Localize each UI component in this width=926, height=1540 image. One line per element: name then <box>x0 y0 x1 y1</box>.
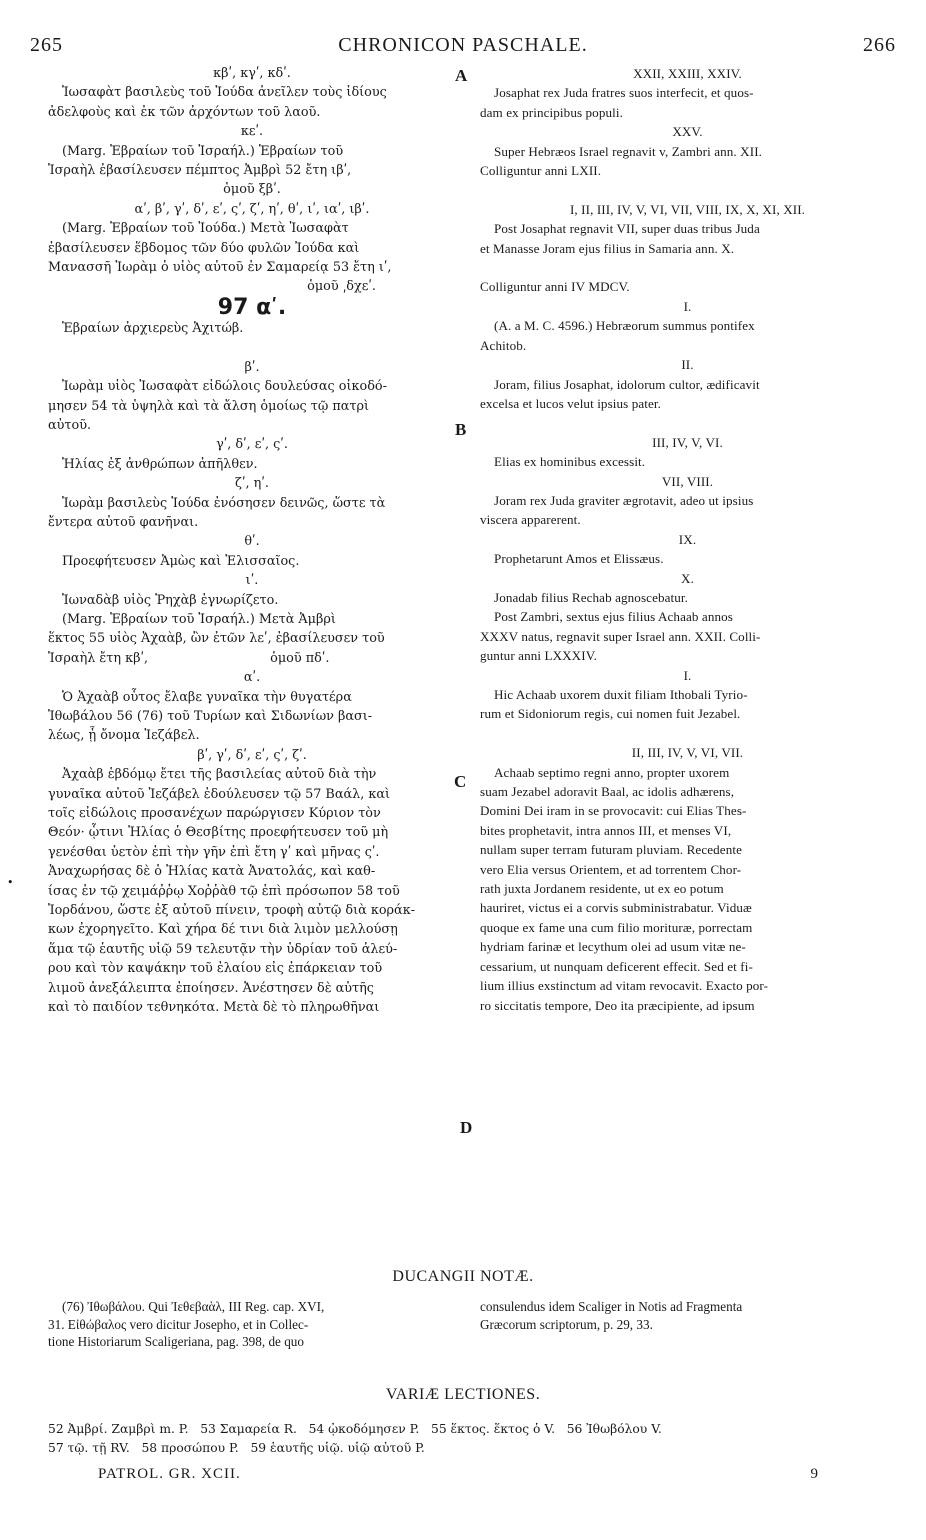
greek-line: Ἰσραὴλ ἐβασίλευσεν πέμπτος Ἀμβρὶ 52 ἔτη ιβʹ, <box>48 163 352 179</box>
greek-line: ρου καὶ τὸν καψάκην τοῦ ἐλαίου εἰς ἐπάρκειαν τοῦ <box>48 961 383 977</box>
greek-line: Ἑβραίων ἀρχιερεὺς Ἀχιτώβ. <box>62 320 244 336</box>
latin-line: Prophetarunt Amos et Elissæus. <box>494 551 664 567</box>
running-title: CHRONICON PASCHALE. <box>338 34 588 56</box>
latin-line: Hic Achaab uxorem duxit filiam Ithobali Tyrio- <box>494 687 748 702</box>
latin-line: Colliguntur anni IV MDCV. <box>480 279 630 295</box>
greek-line: (Marg. Ἑβραίων τοῦ Ἰσραήλ.) Ἑβραίων τοῦ <box>62 143 344 159</box>
latin-line: bites prophetavit, intra annos III, et menses VI, <box>480 822 732 838</box>
latin-line: VII, VIII. <box>661 473 714 489</box>
greek-line: αʹ, βʹ, γʹ, δʹ, εʹ, ςʹ, ζʹ, ηʹ, θʹ, ιʹ, ιαʹ, ιβʹ. <box>134 201 370 217</box>
margin-marker-d: D <box>460 1118 473 1137</box>
variae-lectiones <box>48 1420 898 1458</box>
note-line: Græcorum scriptorum, p. 29, 33. <box>480 1316 653 1332</box>
latin-line: I. <box>683 667 692 683</box>
greek-line: γενέσθαι ὑετὸν ἐπὶ τὴν γῆν ἐπὶ ἔτη γʹ καὶ μῆνας ςʹ. <box>48 844 380 860</box>
latin-line <box>480 724 895 743</box>
latin-line: XXXV natus, regnavit super Israel ann. XXII. Colli- <box>480 628 761 644</box>
greek-line: κβʹ, κγʹ, κδʹ. <box>213 66 291 81</box>
latin-line: Post Josaphat regnavit VII, super duas tribus Juda <box>494 221 760 237</box>
latin-line: II. <box>681 357 694 373</box>
note-line: (76) Ἰθωβάλου. Qui Ἰεθεβαὰλ, III Reg. cap. XVI, <box>62 1299 325 1314</box>
margin-marker-a: A <box>455 66 468 85</box>
greek-line: κων ἐχορηγεῖτο. Καὶ χήρα δέ τινι διὰ λιμὸν μελλούσῃ <box>48 922 398 938</box>
greek-line: μησεν 54 τὰ ὑψηλὰ καὶ τὰ ἄλση ὁμοίως τῷ πατρὶ <box>48 398 370 414</box>
page-number-right: 266 <box>863 34 896 56</box>
greek-line: ἀδελφοὺς καὶ ἐκ τῶν ἀρχόντων τοῦ λαοῦ. <box>48 104 321 120</box>
greek-line: λιμοῦ ἀνεξάλειπτα ἐποίησεν. Ἀνέστησεν δὲ αὐτῆς <box>48 980 374 996</box>
latin-line: X. <box>681 570 694 586</box>
greek-column <box>48 64 456 1018</box>
latin-line: et Manasse Joram ejus filius in Samaria ann. X. <box>480 240 735 256</box>
greek-line: θʹ. <box>244 534 260 550</box>
latin-line: viscera apparerent. <box>480 512 581 528</box>
footer-sheet-number: 9 <box>810 1466 818 1482</box>
greek-line: ὁμοῦ ξβʹ. <box>223 182 281 198</box>
latin-line: Josaphat rex Juda fratres suos interfecit, et quos- <box>494 85 754 101</box>
greek-line: ἔντερα αὐτοῦ φανῆναι. <box>48 514 199 530</box>
greek-line: ὁμοῦ ͵δχεʹ. <box>307 279 376 295</box>
greek-line: Ἰθωβάλου 56 (76) τοῦ Τυρίων καὶ Σιδωνίων βασι- <box>48 709 373 724</box>
ducange-notes-right <box>480 1298 895 1333</box>
latin-line: guntur anni LXXXIV. <box>480 648 597 664</box>
ducange-heading: DUCANGII NOTÆ. <box>392 1268 534 1285</box>
greek-line: αὐτοῦ. <box>48 417 92 433</box>
greek-line: (Marg. Ἑβραίων τοῦ Ἰσραήλ.) Μετὰ Ἀμβρὶ <box>62 611 336 627</box>
page-footer <box>98 1466 818 1490</box>
latin-line: lium illius exstinctum ad vitam revocavit. Exacto por- <box>480 978 769 994</box>
greek-line: γʹ, δʹ, εʹ, ςʹ. <box>216 437 288 453</box>
greek-line: (Marg. Ἑβραίων τοῦ Ἰούδα.) Μετὰ Ἰωσαφὰτ <box>62 221 349 237</box>
latin-line: suam Jezabel adoravit Baal, ac idolis adhærens, <box>480 784 735 800</box>
note-line: consulendus idem Scaliger in Notis ad Fragmenta <box>480 1299 743 1314</box>
latin-line <box>480 180 895 199</box>
latin-line: Super Hebræos Israel regnavit v, Zambri ann. XII. <box>494 143 763 159</box>
greek-line: 97 αʹ. <box>217 296 287 319</box>
latin-line: Colliguntur anni LXII. <box>480 163 602 179</box>
greek-line: γυναῖκα αὐτοῦ Ἰεζάβελ ἐδούλευσεν τῷ 57 Βαάλ, καὶ <box>48 786 391 802</box>
greek-line: βʹ. <box>244 359 260 375</box>
note-line: tione Historiarum Scaligeriana, pag. 398, de quo <box>48 1334 304 1350</box>
latin-line: XXV. <box>672 124 703 140</box>
running-head <box>30 34 896 60</box>
margin-bullet: • <box>7 876 14 889</box>
latin-line: III, IV, V, VI. <box>652 434 723 450</box>
latin-line: dam ex principibus populi. <box>480 104 623 120</box>
latin-line: quoque ex fame una cum filio morituræ, porrectam <box>480 919 753 935</box>
latin-line: (A. a M. C. 4596.) Hebræorum summus pontifex <box>494 318 755 334</box>
latin-line: ro siccitatis tempore, Deo ita præcipiente, ad ipsum <box>480 997 755 1013</box>
greek-line: λέως, ᾗ ὄνομα Ἰεζάβελ. <box>48 728 200 744</box>
latin-line: hauriret, victus ei a corvis subministrabatur. Viduæ <box>480 900 752 916</box>
latin-line: Joram, filius Josaphat, idolorum cultor, ædificavit <box>494 376 760 392</box>
footer-signature: PATROL. GR. XCII. <box>98 1466 241 1482</box>
margin-marker-c: C <box>454 772 467 791</box>
greek-line: Ἰορδάνου, ὥστε ἐξ αὐτοῦ πίνειν, τροφὴ αὐτῷ διὰ κοράκ- <box>48 903 416 919</box>
greek-line: Ἀναχωρήσας δὲ ὁ Ἠλίας κατὰ Ἀνατολάς, καὶ καθ- <box>48 864 376 880</box>
variant-line: 52 Ἀμβρί. Ζαμβρὶ m. P. 53 Σαμαρεία R. 54 ᾠκοδόμησεν P. 55 ἕκτος. ἕκτος ὁ V. 56 Ἰθωβόλου V. <box>48 1422 662 1436</box>
greek-line: Ἰωσαφὰτ βασιλεὺς τοῦ Ἰούδα ἀνεῖλεν τοὺς ἰδίους <box>62 85 387 101</box>
latin-line <box>480 413 895 432</box>
latin-line: excelsa et lucos velut ipsius pater. <box>480 395 662 411</box>
latin-line: Joram rex Juda graviter ægrotavit, adeo ut ipsius <box>494 492 754 508</box>
greek-line: Ὁ Ἀχαὰβ οὗτος ἔλαβε γυναῖκα τὴν θυγατέρα <box>62 689 352 705</box>
greek-line: ζʹ, ηʹ. <box>235 476 269 492</box>
latin-line: nullam super terram futuram pluviam. Recedente <box>480 842 743 858</box>
latin-line: I, II, III, IV, V, VI, VII, VIII, IX, X, XI, XII. <box>569 201 806 217</box>
greek-line: Ἠλίας ἐξ ἀνθρώπων ἀπῆλθεν. <box>62 456 258 472</box>
greek-line: Μανασσῆ Ἰωρὰμ ὁ υἱὸς αὐτοῦ ἐν Σαμαρείᾳ 53 ἔτη ιʹ, <box>48 260 392 276</box>
latin-line: Jonadab filius Rechab agnoscebatur. <box>494 589 689 605</box>
greek-line <box>48 338 456 357</box>
latin-line: hydriam farinæ et lecythum olei ad usum vitæ ne- <box>480 939 746 955</box>
greek-line: ἐβασίλευσεν ἕβδομος τῶν δύο φυλῶν Ἰούδα καὶ <box>48 240 360 256</box>
latin-line: Elias ex hominibus excessit. <box>494 454 646 470</box>
greek-line: ίσας ἐν τῷ χειμάῤῥῳ Χοῤῥὰθ τῷ ἐπὶ πρόσωπον 58 τοῦ <box>48 883 400 899</box>
greek-line: Ἰωναδὰβ υἱὸς Ῥηχὰβ ἐγνωρίζετο. <box>62 592 279 608</box>
greek-line: βʹ, γʹ, δʹ, εʹ, ςʹ, ζʹ. <box>197 747 307 763</box>
latin-line: I. <box>683 298 692 314</box>
ducange-notes-left <box>48 1298 456 1351</box>
latin-line: Achaab septimo regni anno, propter uxorem <box>494 764 730 780</box>
latin-column <box>480 64 895 1015</box>
greek-line: ἅμα τῷ ἑαυτῆς υἱῷ 59 τελευτᾷν τὴν ὑδρίαν τοῦ ἀλεύ- <box>48 941 398 957</box>
greek-line: Ἰσραὴλ ἔτη κβʹ, ὁμοῦ πδʹ. <box>48 650 330 666</box>
greek-line: αʹ. <box>243 670 261 686</box>
greek-line: τοῖς εἰδώλοις προσανέχων παρώργισεν Κύριον τὸν <box>48 806 381 822</box>
greek-line: Ἀχαὰβ ἑβδόμῳ ἔτει τῆς βασιλείας αὐτοῦ διὰ τὴν <box>62 767 377 783</box>
latin-line: II, III, IV, V, VI, VII. <box>631 745 744 761</box>
latin-line: IX. <box>678 531 697 547</box>
latin-line: Domini Dei iram in se provocavit: cui Elias Thes- <box>480 803 747 819</box>
page-number-left: 265 <box>30 34 63 56</box>
greek-line: Προεφήτευσεν Ἀμὼς καὶ Ἐλισσαῖος. <box>62 553 300 569</box>
variant-line: 57 τῷ. τῇ RV. 58 προσώπου P. 59 ἑαυτῆς υἱῷ. υἱῷ αὐτοῦ P. <box>48 1441 425 1455</box>
greek-line: κεʹ. <box>240 124 264 140</box>
greek-line: Ἰωρὰμ υἱὸς Ἰωσαφὰτ εἰδώλοις δουλεύσας οἰκοδό- <box>62 379 387 395</box>
variae-heading: VARIÆ LECTIONES. <box>385 1386 541 1403</box>
latin-line: rath juxta Jordanem residente, ut ex eo potum <box>480 881 724 897</box>
greek-line: καὶ τὸ παιδίον τεθνηκότα. Μετὰ δὲ τὸ πληρωθῆναι <box>48 1000 380 1016</box>
latin-line: Post Zambri, sextus ejus filius Achaab annos <box>494 609 733 625</box>
latin-line: XXII, XXIII, XXIV. <box>633 66 742 81</box>
greek-line: ιʹ. <box>245 573 259 589</box>
greek-line: Ἰωρὰμ βασιλεὺς Ἰούδα ἐνόσησεν δεινῶς, ὥστε τὰ <box>62 495 386 511</box>
latin-line: rum et Sidoniorum regis, cui nomen fuit Jezabel. <box>480 706 741 722</box>
latin-line: vero Elia versus Orientem, et ad torrentem Chor- <box>480 861 742 877</box>
greek-line: Θεόν· ᾧτινι Ἠλίας ὁ Θεσβίτης προεφήτευσεν τοῦ μὴ <box>48 825 389 841</box>
latin-line: Achitob. <box>480 337 527 353</box>
latin-line <box>480 258 895 277</box>
note-line: 31. Εἰθώβαλος vero dicitur Josepho, et in Collec- <box>48 1316 309 1332</box>
margin-marker-b: B <box>455 420 467 439</box>
latin-line: cessarium, ut nunquam deficerent effecit. Sed et fi- <box>480 958 753 974</box>
greek-line: ἕκτος 55 υἱὸς Ἀχαὰβ, ὢν ἐτῶν λεʹ, ἐβασίλευσεν τοῦ <box>48 631 385 647</box>
